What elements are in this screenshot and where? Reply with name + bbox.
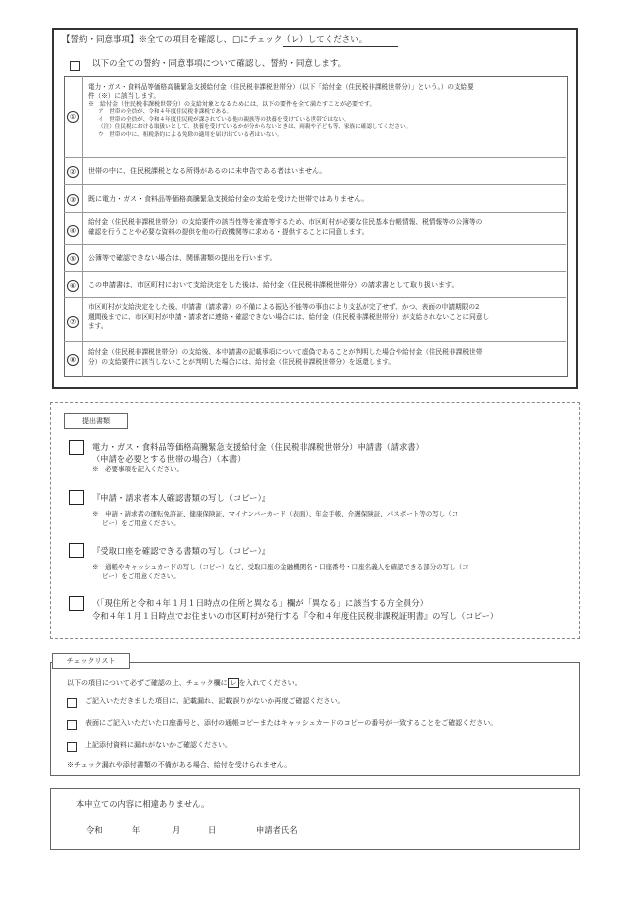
signature-month: 月: [172, 825, 181, 835]
checklist-tag: チェックリスト: [52, 653, 130, 669]
signature-era: 令和: [86, 825, 103, 835]
signature-section: [50, 788, 580, 850]
checklist-item: ご記入いただきました項目に、記載漏れ、記載誤りがないか再度ご確認ください。: [85, 697, 345, 705]
consent-item-1: 電力・ガス・食料品等価格高騰緊急支援給付金（住民税非課税世帯分）（以下「給付金（住民税非課税世帯分）」という。）の支給要 件（※）に該当します。 ※ 給付金（住民税非課税世帯分）の支給対象となるためには、以下の要件を全て満たすことが必要です。 ア 世帯の全員が、令和４年度住民税非課税である。 イ 世帯の全員が、令和４年度住民税が課されている他の親族等の扶養を受けている世帯ではない。 （注）住民税における取扱いとして、扶養を受けているかが分からないときは、両親や子ども等、家族に確認してください。 ウ 世帯の中に、租税条約による免除の適用を届け出ている者はいない。: [88, 83, 474, 138]
document-item-3: 『受取口座を確認できる書類の写し（コピー）』: [92, 546, 271, 556]
check-mark-box: レ: [229, 679, 237, 687]
signature-statement: 本申立ての内容に相違ありません。: [76, 799, 210, 809]
item-number: ①: [67, 111, 79, 123]
row-divider: [64, 341, 566, 342]
signature-day: 日: [208, 825, 217, 835]
row-divider: [64, 297, 566, 298]
checklist-item: 上記添付資料に漏れがないかご確認ください。: [85, 741, 232, 749]
consent-item-7: 市区町村が支給決定をした後、申請書（請求書）の不備による振込不能等の事由により支払が完了せず、かつ、表面の申請期限の2 週間後までに、市区町村が申請・請求者に連絡・確認できない場合には、給付金（住民税非課税世帯分）が支給されないことに同意し ます。: [88, 303, 490, 330]
document-item-3-note: ※ 通帳やキャッシュカードの写し（コピー）など、受取口座の金融機関名・口座番号・口座名義人を確認できる部分の写し（コ ピー）をご用意ください。: [92, 563, 469, 580]
row-divider: [64, 184, 566, 185]
documents-tag: 提出書類: [64, 413, 128, 429]
checklist-item: 表面にご記入いただいた口座番号と、添付の通帳コピーまたはキャッシュカードのコピーの番号が一致することをご確認ください。: [85, 719, 498, 727]
document-item-1: 電力・ガス・食料品等価格高騰緊急支援給付金（住民税非課税世帯分）申請書（請求書） （申請を必要とする世帯の場合）（本書） ※ 必要事項を記入ください。: [92, 442, 424, 473]
consent-item-5: 公簿等で確認できない場合は、関係書類の提出を行います。: [88, 254, 277, 262]
consent-item-6: この申請書は、市区町村において支給決定をした後は、給付金（住民税非課税世帯分）の請求書として取り扱います。: [88, 281, 459, 289]
consent-item-4: 給付金（住民税非課税世帯分）の支給要件の該当性等を審査等するため、市区町村が必要な住民基本台帳情報、税情報等の公簿等の 確認を行うことや必要な資料の提供を他の行政機関等に求める・提供することに同意します。: [88, 218, 483, 236]
document-item-2: 『申請・請求者本人確認書類の写し（コピー）』: [92, 493, 271, 503]
item-number: ⑥: [67, 280, 79, 292]
row-divider: [64, 212, 566, 213]
item-number: ③: [67, 194, 79, 206]
consent-item-2: 世帯の中に、住民税課税となる所得があるのに未申告である者はいません。: [88, 167, 327, 175]
checklist-checkbox[interactable]: [67, 720, 77, 730]
checklist-checkbox[interactable]: [67, 698, 77, 708]
document-item-4: （「現住所と令和４年１月１日時点の住所と異なる」欄が「異なる」に該当する方全員分） 令和４年１月１日時点でお住まいの市区町村が発行する『令和４年度住民税非課税証明書』の写し（コピー）: [92, 598, 499, 621]
checklist-checkbox[interactable]: [67, 742, 77, 752]
document-checkbox[interactable]: [69, 596, 84, 611]
row-divider: [64, 271, 566, 272]
checklist-intro: 以下の項目について必ずご確認の上、チェック欄に レ を入れてください。: [67, 679, 302, 687]
document-checkbox[interactable]: [69, 543, 84, 558]
signature-name-field[interactable]: [310, 820, 560, 838]
all-agree-text: 以下の全ての誓約・同意事項について確認し、誓約・同意します。: [92, 59, 347, 69]
row-divider: [64, 157, 566, 158]
consent-header: 【誓約・同意事項】※全ての項目を確認し、□にチェック（レ）してください。: [62, 35, 368, 45]
item-number: ⑦: [67, 316, 79, 328]
checklist-warning: ※チェック漏れや添付書類の不備がある場合、給付を受けられません。: [67, 761, 292, 769]
document-checkbox[interactable]: [69, 490, 84, 505]
document-item-2-note: ※ 申請・請求者の運転免許証、健康保険証、マイナンバーカード（表面）、年金手帳、介護保険証、パスポート等の写し（コ ピー）をご用意ください。: [92, 510, 459, 527]
item-number: ⑧: [67, 354, 79, 366]
item-number: ②: [67, 166, 79, 178]
item-number: ④: [67, 225, 79, 237]
all-agree-checkbox[interactable]: [70, 61, 80, 71]
row-divider: [64, 244, 566, 245]
consent-header-underline: [283, 46, 398, 47]
signature-name-label: 申請者氏名: [256, 825, 298, 835]
consent-item-8: 給付金（住民税非課税世帯分）の支給後、本申請書の記載事項について虚偽であることが判明した場合や給付金（住民税非課税世帯 分）の支給要件に該当しないことが判明した場合には、給付金（住民税非課税世帯分）を返還します。: [88, 348, 483, 366]
document-checkbox[interactable]: [69, 440, 84, 455]
signature-year: 年: [132, 825, 141, 835]
item-number: ⑤: [67, 253, 79, 265]
consent-item-3: 既に電力・ガス・食料品等価格高騰緊急支援給付金の支給を受けた世帯ではありません。: [88, 195, 369, 203]
consent-table-divider: [82, 76, 83, 377]
